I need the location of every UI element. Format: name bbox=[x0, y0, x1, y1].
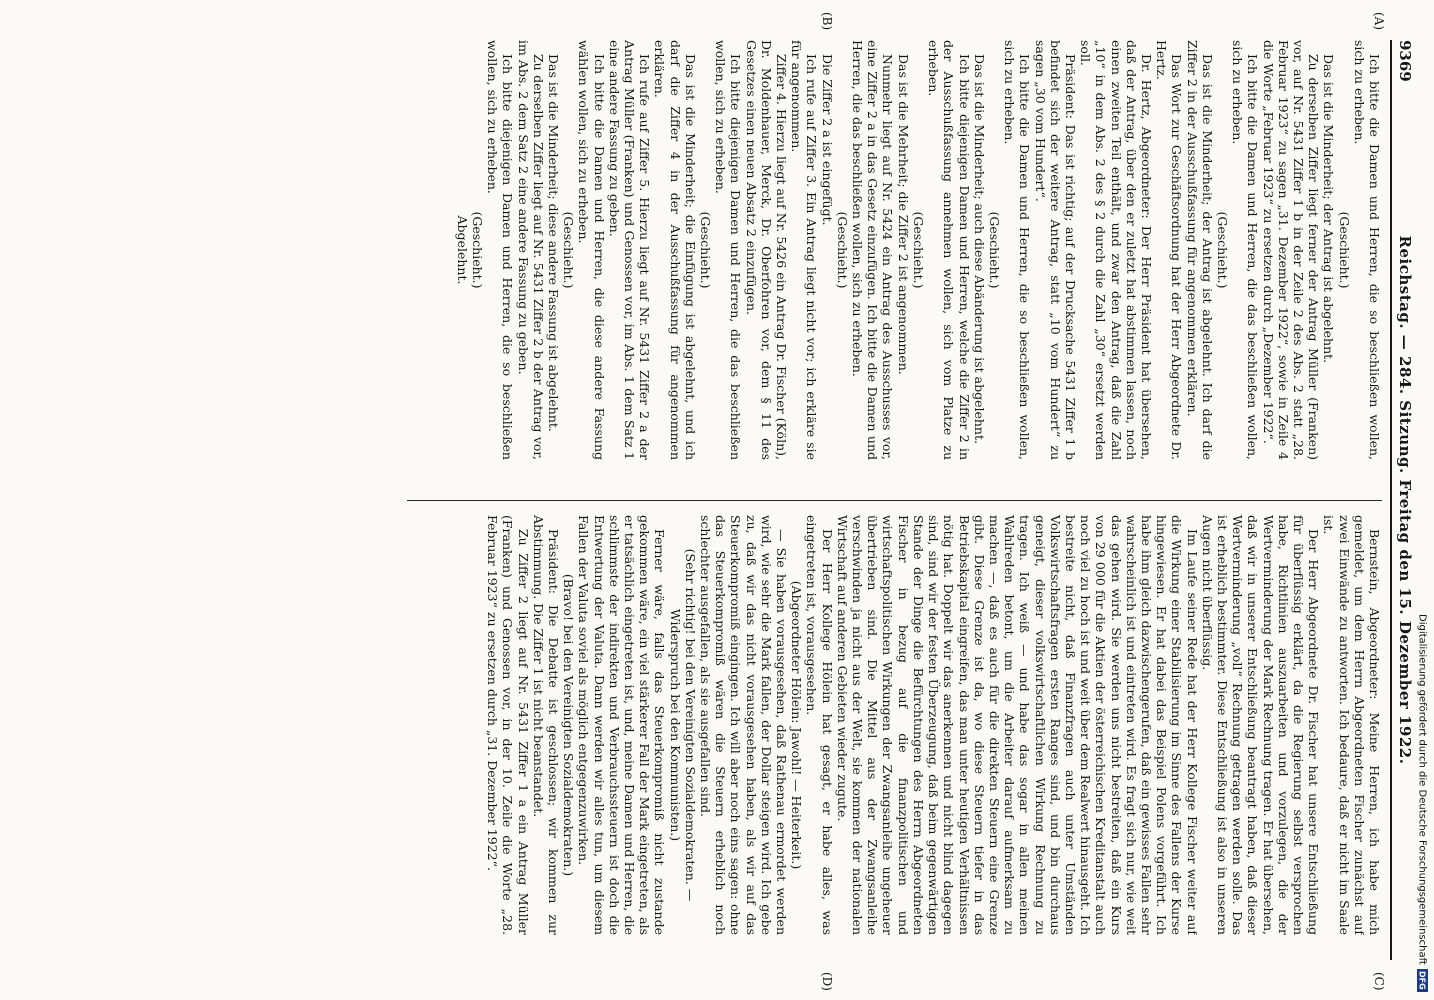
paragraph: Dr. Hertz, Abgeordneter: Der Herr Präsident hat übersehen, daß der Antrag, über den er zuletzt hat abstimmen lassen, noch einen zweiten Teil enthält, und zwar den Antrag, daß die Zahl „10“ in dem Abs. 2 des § 2 durch die Zahl „30“ ersetzt werden soll. bbox=[1078, 40, 1154, 460]
paragraph: (Geschieht.) bbox=[1214, 211, 1230, 289]
page-number: 9369 bbox=[1396, 40, 1414, 82]
paragraph: Zu derselben Ziffer liegt ferner der Antrag Müller (Franken) vor, auf Nr. 5431 Ziffer 1 b in der Zeile 2 des Abs. 2 statt „28. Februar 1923“ zu sagen „31. Dezember 1922“, sowie in Zeile 4 die Worte „Februar 1923“ zu ersetzen durch „Dezember 1922“. bbox=[1260, 40, 1322, 460]
margin-marker-a: (A) bbox=[1372, 12, 1386, 31]
right-text-column bbox=[372, 515, 1382, 935]
paragraph: (Sehr richtig! bei den Vereinigten Sozialdemokraten. — Widerspruch bei den Kommunisten.) bbox=[667, 548, 698, 902]
paragraph: Im Laufe seiner Rede hat der Herr Kollege Fischer weiter auf die Wirkung einer Stabilisierung im Sinne des Fallens der Kurse hingewiesen. Er hat dabei das Beispiel Polens vorgeführt. Ich habe ihm gleich dazwischengerufen, daß ein gewisses Fallen sehr wahrscheinlich ist und eintreten wird. Es fragt sich nur, wie weit das gehen wird. Sie werden uns nicht bestreiten, daß ein Kurs von 29 000 für die Aktien der österreichischen Kreditanstalt auch noch viel zu hoch ist und weit über dem Realwert hinausgeht. Ich bestreite nicht, daß Finanzfragen auch unter Umständen Volkswirtschaftsfragen ersten Ranges sind, und bin durchaus geneigt, dieser volkswirtschaftlichen Wirkung Rechnung zu tragen. Ich weiß — und habe das sogar in allen meinen Wahlreden betont, um die Arbeiter darauf aufmerksam zu machen —, daß es auch für die direkten Steuern eine Grenze gibt. Diese Grenze ist da, wo diese Steuern tiefer in das Betriebskapital eingreifen, das man unter heutigen Verhältnissen nötig hat. Doppelt wir das anerkennen und nicht blind dagegen sind, sind wir der festen Überzeugung, daß beim gegenwärtigen Stande der Dinge die Befürchtungen des Herrn Abgeordneten Fischer in bezug auf die finanzpolitischen und wirtschaftspolitischen Wirkungen der Zwangsanleihe ungeheuer übertrieben sind. Die Mittel aus der Zwangsanleihe verschwinden ja nicht aus der Welt, sie kommen der nationalen Wirtschaft auf anderen Gebieten wieder zugute. bbox=[834, 515, 1200, 935]
paragraph: Ich bitte die Damen und Herren, die das beschließen wollen, sich zu erheben. bbox=[1230, 40, 1261, 460]
left-text-column bbox=[372, 40, 1382, 460]
paragraph: (Geschieht.) bbox=[1336, 211, 1352, 289]
paragraph: (Abgeordneter Hölein: Jawohl! — Heiterkeit.) bbox=[789, 580, 805, 870]
paragraph: Das ist die Minderheit; diese andere Fassung ist abgelehnt. bbox=[546, 54, 562, 432]
paragraph: Der Herr Abgeordnete Dr. Fischer hat unsere Entschließung für überflüssig erklärt, da die Regierung selbst versprochen habe, Richtlinien auszuarbeiten und vorzulegen, die der Wertverminderung der Mark Rechnung tragen. Er hat übersehen, daß wir in unserer Entschließung beantragt haben, daß dieser Wertverminderung „voll“ Rechnung getragen werden solle. Das ist erheblich bestimmter. Diese Entschließung ist also in unseren Augen nicht überflüssig. bbox=[1199, 515, 1322, 935]
paragraph: (Geschieht.) bbox=[986, 211, 1002, 289]
paragraph: Nunmehr liegt auf Nr. 5424 ein Antrag des Ausschusses vor, eine Ziffer 2 a in das Gesetz einzufügen. Ich bitte die Damen und Herren, die das beschließen wollen, sich zu erheben. bbox=[850, 40, 896, 460]
paragraph: Ich bitte diejenigen Damen und Herren, die das beschließen wollen, sich zu erheben. bbox=[713, 40, 744, 460]
paragraph: Präsident: Das ist richtig; auf der Drucksache 5431 Ziffer 1 b befindet sich der weitere Antrag, statt „10 vom Hundert“ zu sagen „30 vom Hundert“. bbox=[1032, 40, 1078, 460]
dfg-logo: DFG bbox=[1417, 971, 1427, 990]
paragraph: (Bravo! bei den Vereinigten Sozialdemokraten.) bbox=[561, 573, 577, 877]
paragraph: Das ist die Minderheit; die Einfügung ist abgelehnt, und ich darf die Ziffer 4 in der Ausschußfassung für angenommen erklären. bbox=[652, 40, 698, 460]
paragraph: Ich bitte die Damen und Herren, die so beschließen wollen, sich zu erheben. bbox=[1351, 40, 1382, 460]
paragraph: Ich bitte die Damen und Herren, die diese andere Fassung wählen wollen, sich zu erheben. bbox=[576, 40, 607, 460]
paragraph: Ich bitte diejenigen Damen und Herren, welche die Ziffer 2 in der Ausschußfassung annehmen wollen, sich vom Platze zu erheben. bbox=[926, 40, 972, 460]
paragraph: (Geschieht.) bbox=[910, 211, 926, 289]
paragraph: (Geschieht.) bbox=[470, 211, 486, 289]
paragraph: (Geschieht.) bbox=[834, 211, 850, 289]
paragraph: (Geschieht.) bbox=[698, 211, 714, 289]
paragraph: Ich bitte die Damen und Herren, die so beschließen wollen, sich zu erheben. bbox=[1002, 40, 1033, 460]
column-divider bbox=[407, 500, 1382, 501]
paragraph: Der Herr Kollege Hölein hat gesagt, er habe alles, was eingetreten ist, vorausgesehen. bbox=[804, 515, 835, 935]
paragraph: Präsident: Die Debatte ist geschlossen; wir kommen zur Abstimmung. Die Ziffer 1 ist nicht beanstandet. bbox=[530, 515, 562, 935]
margin-marker-b: (B) bbox=[820, 12, 834, 31]
page-title: Reichstag. — 284. Sitzung. Freitag den 15. Dezember 1922. bbox=[1396, 235, 1414, 765]
digitization-footer bbox=[1410, 0, 1434, 1000]
paragraph: Ich rufe auf Ziffer 3. Ein Antrag liegt nicht vor; ich erkläre sie für angenommen. bbox=[789, 40, 820, 460]
paragraph: Zu Ziffer 2 liegt auf Nr. 5431 Ziffer 1 a ein Antrag Müller (Franken) und Genossen vor, in der 10. Zeile die Worte „28. Februar 1923“ zu ersetzen durch „31. Dezember 1922“. bbox=[485, 515, 531, 935]
paragraph: Bernstein, Abgeordneter: Meine Herren, ich habe mich gemeldet, um dem Herrn Abgeordneten Fischer zunächst auf zwei Einwände zu antworten. Ich bedaure, daß er nicht im Saale ist. bbox=[1321, 515, 1382, 935]
paragraph: Das ist die Minderheit; der Antrag ist abgelehnt. Ich darf die Ziffer 2 in der Ausschußfassung für angenommen erklären. bbox=[1184, 40, 1215, 460]
paragraph: (Geschieht.) bbox=[561, 211, 577, 289]
paragraph: Das ist die Mehrheit; die Ziffer 2 ist angenommen. bbox=[895, 54, 911, 375]
margin-marker-d: (D) bbox=[820, 972, 834, 991]
paragraph: Ich rufe auf Ziffer 5. Hierzu liegt auf Nr. 5431 Ziffer 2 a der Antrag Müller (Franken) und Genossen vor, im Abs. 1 dem Satz 1 eine andere Fassung zu geben. bbox=[606, 40, 653, 460]
paragraph: Abgelehnt. bbox=[454, 215, 470, 285]
paragraph: Das ist die Minderheit; auch diese Abänderung ist abgelehnt. bbox=[971, 54, 987, 444]
footer-text: Digitalisierung gefördert durch die Deutsche Forschungsgemeinschaft bbox=[1416, 614, 1428, 966]
margin-marker-c: (C) bbox=[1372, 972, 1386, 991]
paragraph: Zu derselben Ziffer liegt auf Nr. 5431 Ziffer 2 b der Antrag vor, im Abs. 2 dem Satz 2 eine andere Fassung zu geben. bbox=[515, 40, 546, 460]
paragraph: Ziffer 4. Hierzu liegt auf Nr. 5426 ein Antrag Dr. Fischer (Köln), Dr. Moldenhauer, Merck, Dr. Oberfohren vor, dem § 11 des Gesetzes einen neuen Absatz 2 einzufügen. bbox=[743, 40, 790, 460]
paragraph: Das ist die Minderheit; der Antrag ist abgelehnt. bbox=[1321, 54, 1337, 364]
paragraph: — Sie haben vorausgesehen, daß Rathenau ermordet werden wird, wie sehr die Mark fallen, der Dollar steigen wird. Ich gebe zu, daß wir das nicht vorausgesehen haben, als wir auf das Steuerkompromiß eingingen. Ich will aber noch eins sagen: ohne das Steuerkompromiß wären die Steuern erheblich noch schlechter ausgefallen, als sie ausgefallen sind. bbox=[698, 515, 790, 935]
paragraph: Ferner wäre, falls das Steuerkompromiß nicht zustande gekommen wäre, ein viel stärkerer Fall der Mark eingetreten, als er tatsächlich eingetreten ist, und, meine Damen und Herren, die schlimmste der indirekten und Verbrauchssteuern ist doch die Entwertung der Valuta. Dann werden wir alles tun, um diesem Fallen der Valuta soviel als möglich entgegenzuwirken. bbox=[576, 515, 668, 935]
paragraph: Die Ziffer 2 a ist eingefügt. bbox=[819, 54, 835, 226]
paragraph: Das Wort zur Geschäftsordnung hat der Herr Abgeordnete Dr. Hertz. bbox=[1154, 40, 1185, 460]
paragraph: Ich bitte diejenigen Damen und Herren, die so beschließen wollen, sich zu erheben. bbox=[485, 40, 516, 460]
